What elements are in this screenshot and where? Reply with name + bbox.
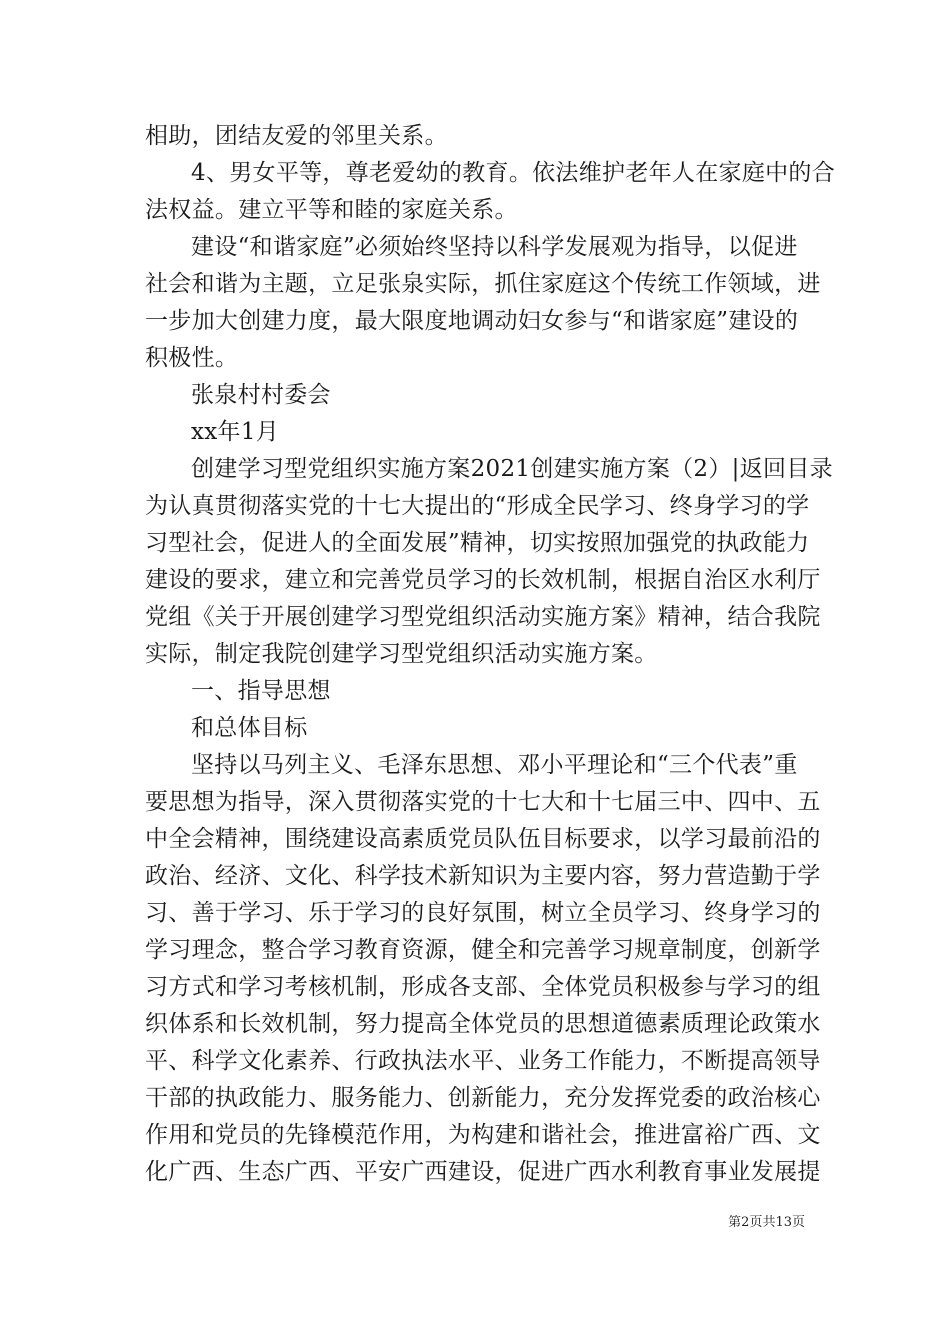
text-line: xx年1月 (191, 419, 280, 445)
document-body (145, 118, 836, 1191)
text-line: 政治、经济、文化、科学技术新知识为主要内容，努力营造勤于学 (145, 863, 821, 889)
text-line: 党组《关于开展创建学习型党组织活动实施方案》精神，结合我院 (145, 604, 821, 630)
text-line: 建设的要求，建立和完善党员学习的长效机制，根据自治区水利厅 (145, 567, 821, 593)
text-line: 织体系和长效机制，努力提高全体党员的思想道德素质理论政策水 (145, 1011, 821, 1037)
text-line: 化广西、生态广西、平安广西建设，促进广西水利教育事业发展提 (145, 1159, 821, 1185)
text-line: 相助，团结友爱的邻里关系。 (145, 123, 448, 149)
text-line: 创建学习型党组织实施方案2021创建实施方案（2）|返回目录 (191, 456, 833, 482)
text-line: 学习理念，整合学习教育资源，健全和完善学习规章制度，创新学 (145, 937, 821, 963)
text-line: 习、善于学习、乐于学习的良好氛围，树立全员学习、终身学习的 (145, 900, 821, 926)
text-line: 社会和谐为主题，立足张泉实际，抓住家庭这个传统工作领域，进 (145, 271, 821, 297)
text-line: 习方式和学习考核机制，形成各支部、全体党员积极参与学习的组 (145, 974, 821, 1000)
text-line: 和总体目标 (191, 715, 308, 741)
text-line: 习型社会，促进人的全面发展”精神，切实按照加强党的执政能力 (145, 530, 810, 556)
page-number-footer: 第2页共13页 (728, 1215, 805, 1230)
text-line: 坚持以马列主义、毛泽东思想、邓小平理论和“三个代表”重 (191, 752, 798, 778)
text-line: 为认真贯彻落实党的十七大提出的“形成全民学习、终身学习的学 (145, 493, 810, 519)
text-line: 平、科学文化素养、行政执法水平、业务工作能力，不断提高领导 (145, 1048, 821, 1074)
text-line: 一、指导思想 (191, 678, 331, 704)
text-line: 积极性。 (145, 345, 239, 371)
text-line: 要思想为指导，深入贯彻落实党的十七大和十七届三中、四中、五 (145, 789, 821, 815)
text-line: 建设“和谐家庭”必须始终坚持以科学发展观为指导，以促进 (191, 234, 798, 260)
text-line: 实际，制定我院创建学习型党组织活动实施方案。 (145, 641, 658, 667)
text-line: 4、男女平等，尊老爱幼的教育。依法维护老年人在家庭中的合 (191, 160, 836, 186)
text-line: 中全会精神，围绕建设高素质党员队伍目标要求，以学习最前沿的 (145, 826, 821, 852)
text-line: 干部的执政能力、服务能力、创新能力，充分发挥党委的政治核心 (145, 1085, 821, 1111)
text-line: 法权益。建立平等和睦的家庭关系。 (145, 197, 518, 223)
text-line: 作用和党员的先锋模范作用，为构建和谐社会，推进富裕广西、文 (145, 1122, 821, 1148)
text-line: 一步加大创建力度，最大限度地调动妇女参与“和谐家庭”建设的 (145, 308, 799, 334)
text-line: 张泉村村委会 (191, 382, 331, 408)
